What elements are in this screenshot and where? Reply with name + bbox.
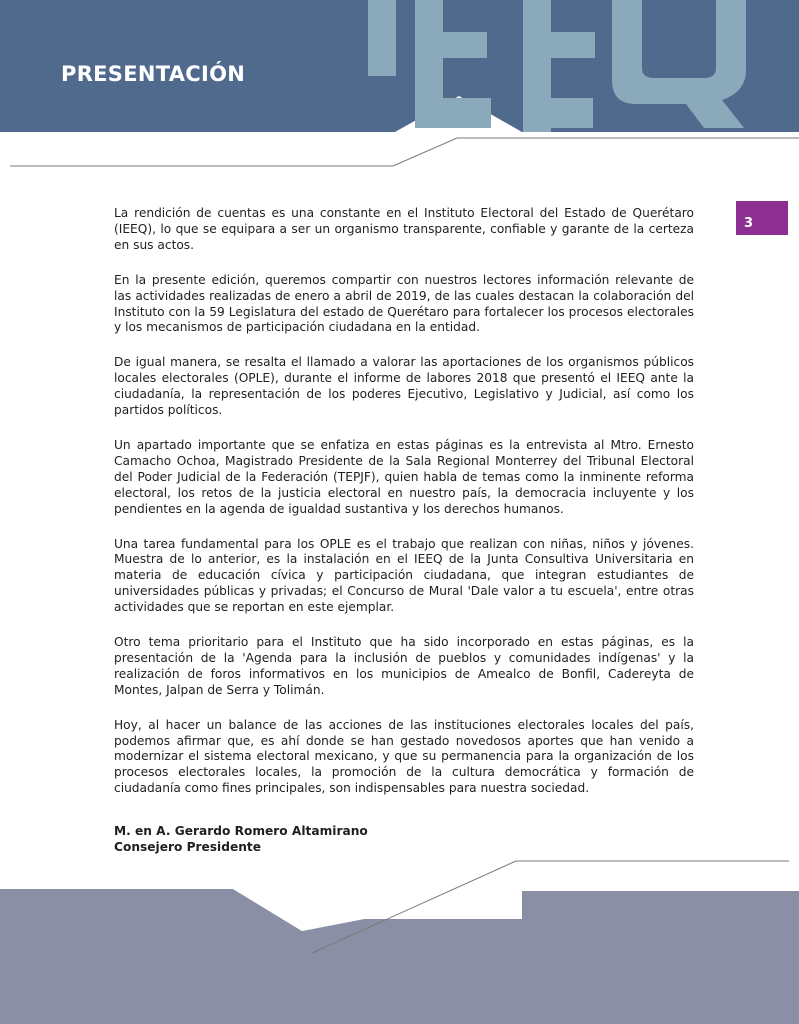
signature-position: Consejero Presidente (114, 840, 261, 855)
footer-band (0, 855, 799, 1024)
paragraph: La rendición de cuentas es una constante en el Instituto Electoral del Estado de Querétaro (IEEQ), lo que se equipara a ser un organismo transparente, confiable y garante de la certeza en sus actos. (114, 206, 694, 252)
paragraph: Otro tema prioritario para el Instituto que ha sido incorporado en estas páginas, es la presentación de la 'Agenda para la inclusión de pueblos y comunidades indígenas' y la realización de foros informativos en los municipios de Amealco de Bonfil, Cadereyta de Montes, Jalpan de Serra y Tolimán. (114, 635, 694, 697)
paragraph: De igual manera, se resalta el llamado a valorar las aportaciones de los organismos públicos locales electorales (OPLE), durante el informe de labores 2018 que presentó el IEEQ ante la ciudadanía, la representación de los poderes Ejecutivo, Legislativo y Judicial, así como los partidos políticos. (114, 355, 694, 418)
signature-block (114, 824, 694, 856)
page-number-badge: 3 (736, 201, 788, 235)
presentation-body (114, 206, 694, 856)
paragraph: En la presente edición, queremos compartir con nuestros lectores información relevante de las actividades realizadas de enero a abril de 2019, de las cuales destacan la colaboración del Instituto con la 59 Legislatura del estado de Querétaro para fortalecer los procesos electorales y los mecanismos de participación ciudadana en la entidad. (114, 272, 694, 335)
paragraph: Un apartado importante que se enfatiza en estas páginas es la entrevista al Mtro. Ernesto Camacho Ochoa, Magistrado Presidente de la Sala Regional Monterrey del Tribunal Electoral del Poder Judicial de la Federación (TEPJF), quien habla de temas como la inminente reforma electoral, los retos de la justicia electoral en nuestro país, la democracia incluyente y los pendientes en la agenda de igualdad sustantiva y los derechos humanos. (114, 437, 694, 516)
paragraph: Hoy, al hacer un balance de las acciones de las instituciones electorales locales del país, podemos afirmar que, es ahí donde se han gestado novedosos aportes que han venido a modernizar el sistema electoral mexicano, y que su permanencia para la organización de los procesos electorales locales, la promoción de la cultura democrática y formación de ciudadanía como fines principales, son indispensables para nuestra sociedad. (114, 717, 694, 796)
section-title: PRESENTACIÓN (61, 62, 246, 86)
paragraph: Una tarea fundamental para los OPLE es el trabajo que realizan con niñas, niños y jóvenes. Muestra de lo anterior, es la instalación en el IEEQ de la Junta Consultiva Universitaria en materia de educación cívica y participación ciudadana, que integran estudiantes de universidades públicas y privadas; el Concurso de Mural 'Dale valor a tu escuela', entre otras actividades que se reportan en este ejemplar. (114, 536, 694, 615)
signature-name: M. en A. Gerardo Romero Altamirano (114, 824, 368, 839)
